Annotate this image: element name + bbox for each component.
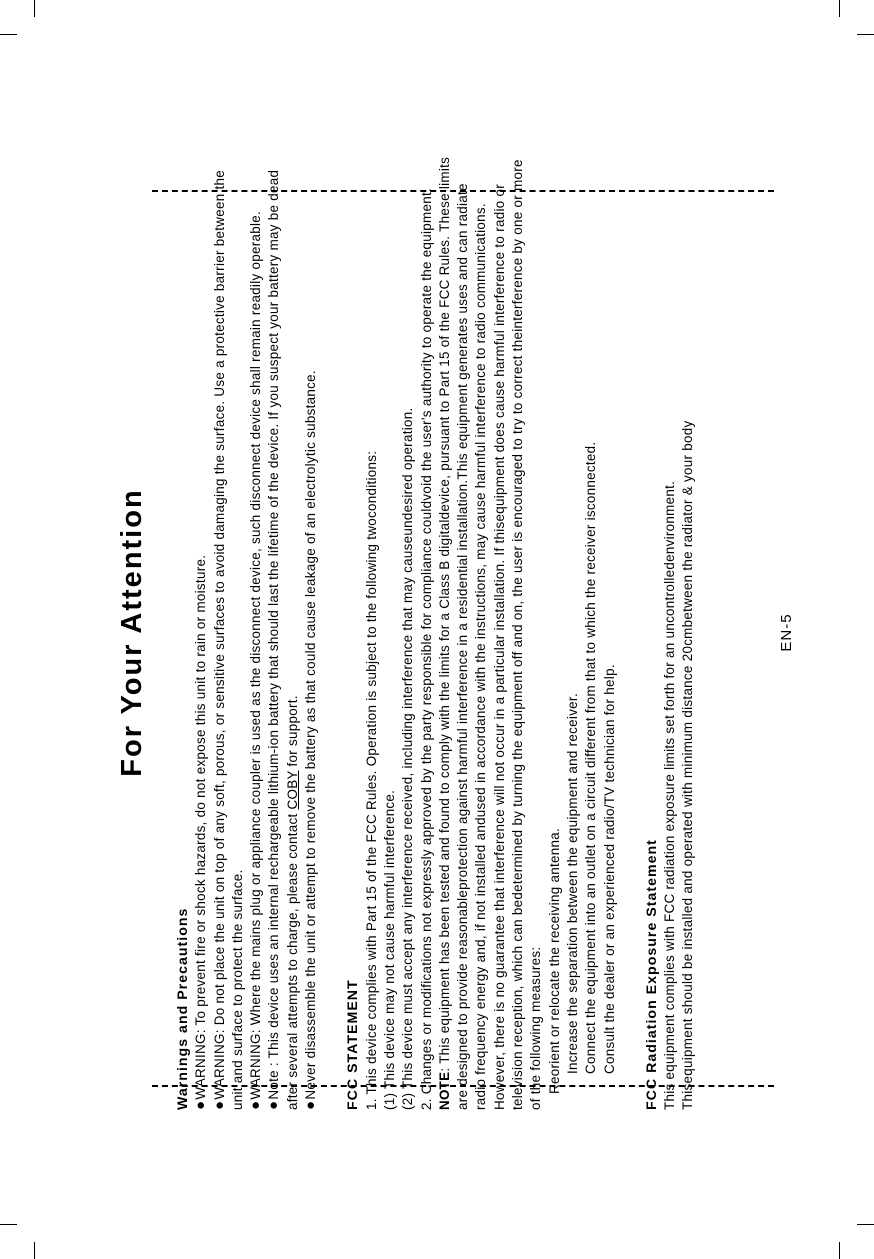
warnings-heading: Warnings and Precautions	[175, 907, 191, 1110]
warning-item: ● WARNING: To prevent fire or shock hazards, do not expose this unit to rain or moisture.	[192, 155, 210, 1110]
radiation-section	[643, 155, 698, 1110]
crop-mark-bottom-left	[34, 1242, 35, 1259]
crop-mark-top-right-h	[857, 34, 874, 35]
fcc-section	[344, 155, 618, 1110]
battery-note	[265, 155, 302, 1110]
warning-item: ● WARNING: Do not place the unit on top of any soft, porous, or sensitive surfaces to avoid damaging the surface. Use a protective barrier between the unit and surface to protect the surface.	[211, 155, 248, 1110]
crop-mark-top-left	[34, 0, 35, 17]
warning-item: ● Never disassemble the unit or attempt to remove the battery as that could cause leakage of an electrolytic substance.	[302, 155, 320, 1110]
crop-mark-bottom-left-h	[0, 1224, 17, 1225]
measure-item: Reorient or relocate the receiving antenna.	[546, 828, 562, 1094]
measure-item: Consult the dealer or an experienced radio/TV technician for help.	[601, 664, 617, 1074]
fcc-line: (2) This device must accept any interference received, including interference that may causeundesired operation.	[400, 407, 416, 1110]
fcc-line: 2. Changes or modifications not expressly approved by the party responsible for compliance couldvoid the user's authority to operate the equipment.	[418, 187, 434, 1110]
radiation-line: This equipment complies with FCC radiation exposure limits set forth for an uncontrolledenvironment.	[662, 480, 678, 1110]
page-title: For Your Attention	[116, 488, 148, 777]
warning-item: ● WARNING: Where the mains plug or appliance coupler is used as the disconnect device, such disconnect device shall remain readily operable.	[247, 155, 265, 1110]
radiation-heading: FCC Radiation Exposure Statement	[643, 839, 660, 1110]
fcc-line: 1. This device complies with Part 15 of the FCC Rules. Operation is subject to the following twoconditions:	[363, 450, 379, 1110]
measure-item: Connect the equipment into an outlet on a circuit different from that to which the receiver isconnected.	[583, 441, 599, 1074]
crop-mark-bottom-right-h	[857, 1224, 874, 1225]
crop-mark-bottom-right	[839, 1242, 840, 1259]
warnings-section	[174, 155, 320, 1110]
crop-mark-top-right	[839, 0, 840, 17]
radiation-line: Thisequipment should be installed and operated with minimum distance 20cmbetween the radiator & your body	[680, 420, 696, 1110]
battery-note-text: Note : This device uses an internal rechargeable lithium-ion battery that should last the lifetime of the device. If you suspect your battery may be dead after several attempts to charge, please contact	[266, 169, 300, 1110]
battery-note-suffix: for support.	[284, 695, 300, 771]
page-content	[100, 155, 840, 1110]
note-label: NOTE	[436, 1071, 452, 1110]
fcc-heading: FCC STATEMENT	[345, 979, 362, 1110]
brand-name: COBY	[284, 770, 300, 810]
fcc-note	[436, 155, 546, 1110]
crop-mark-top-left-h	[0, 34, 17, 35]
fcc-line: (1) This device may not cause harmful interference.	[381, 789, 397, 1110]
measure-item: Increase the separation between the equipment and receiver.	[564, 693, 580, 1074]
page-number: EN-5	[778, 613, 795, 652]
note-text: : This equipment has been tested and found to comply with the limits for a Class B digitaldevice, pursuant to Part 15 of the FCC Rules. These limits are designed to provide reasonableprotection against harmful interference in a residential installation.This equipment generates uses and can radiate radio frequency energy and, if not installed andused in accordance with the instructions, may cause harmful interference to radio communications. However, there is no guarantee that interference will not occur in a particular installation. If thisequipment does cause harmful interference to radio or television reception, which can bedetermined by turning the equipment off and on, the user is encouraged to try to correct theinterference by one or more of the following measures:	[436, 156, 544, 1110]
